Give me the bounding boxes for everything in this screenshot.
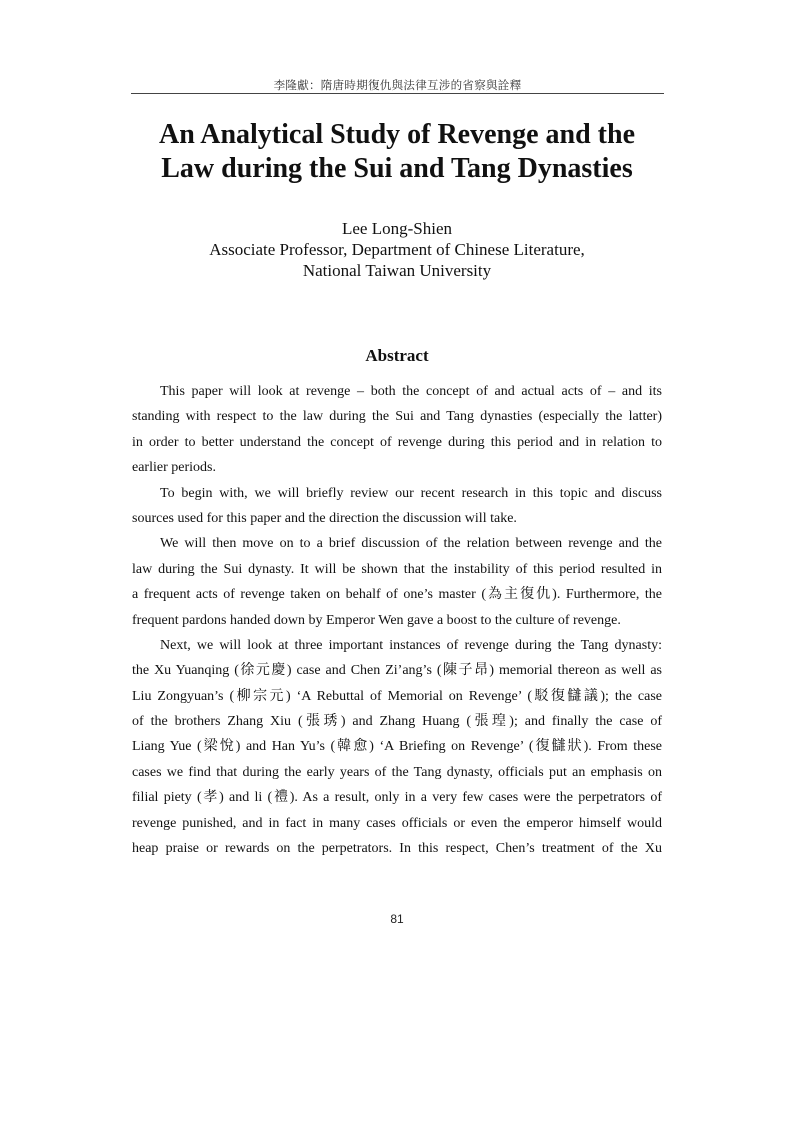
title-line: Law during the Sui and Tang Dynasties — [161, 153, 633, 184]
body-line: revenge punished, and in fact in many cases officials or even the emperor himself would — [132, 815, 662, 831]
body-line: of the brothers Zhang Xiu (張琇) and Zhang Huang (張瑝); and finally the case of — [132, 714, 662, 730]
author-position: Associate Professor, Department of Chinese Literature, — [209, 240, 585, 259]
body-line: To begin with, we will briefly review our recent research in this topic and discuss — [160, 485, 662, 501]
body-line: a frequent acts of revenge taken on behalf of one’s master (為主復仇). Furthermore, the — [132, 587, 662, 603]
body-line: the Xu Yuanqing (徐元慶) case and Chen Zi’ang’s (陳子昂) memorial thereon as well as — [132, 663, 662, 679]
body-line: earlier periods. — [132, 460, 216, 476]
abstract-body — [132, 379, 662, 861]
body-line: Liang Yue (梁悅) and Han Yu’s (韓愈) ‘A Briefing on Revenge’ (復讎狀). From these — [132, 739, 662, 755]
author-block — [100, 218, 694, 281]
page-number: 81 — [390, 912, 404, 926]
header-rule — [131, 93, 664, 94]
running-head: 李隆獻：隋唐時期復仇與法律互涉的省察與詮釋 — [273, 78, 522, 92]
body-line: standing with respect to the law during the Sui and Tang dynasties (especially the latter) — [132, 409, 662, 425]
body-line: Liu Zongyuan’s (柳宗元) ‘A Rebuttal of Memorial on Revenge’ (駁復讎議); the case — [132, 688, 662, 704]
body-line: cases we find that during the early years of the Tang dynasty, officials put an emphasis on — [132, 764, 662, 780]
body-line: This paper will look at revenge – both the concept of and actual acts of – and its — [160, 384, 662, 399]
body-line: We will then move on to a brief discussion of the relation between revenge and the — [160, 536, 662, 552]
body-line: filial piety (孝) and li (禮). As a result, only in a very few cases were the perpetrators of — [132, 790, 662, 806]
author-institution: National Taiwan University — [302, 261, 492, 280]
title-line: An Analytical Study of Revenge and the — [158, 119, 636, 150]
body-line: Next, we will look at three important instances of revenge during the Tang dynasty: — [160, 637, 662, 653]
abstract-heading: Abstract — [365, 346, 429, 365]
paper-title — [100, 118, 694, 186]
body-line: law during the Sui dynasty. It will be shown that the instability of this period resulted in — [132, 561, 662, 577]
body-line: heap praise or rewards on the perpetrators. In this respect, Chen’s treatment of the Xu — [132, 841, 662, 857]
body-line: in order to better understand the concept of revenge during this period and in relation to — [132, 434, 662, 450]
body-line: sources used for this paper and the direction the discussion will take. — [132, 510, 517, 526]
author-name: Lee Long-Shien — [342, 219, 452, 238]
body-line: frequent pardons handed down by Emperor Wen gave a boost to the culture of revenge. — [132, 612, 621, 628]
